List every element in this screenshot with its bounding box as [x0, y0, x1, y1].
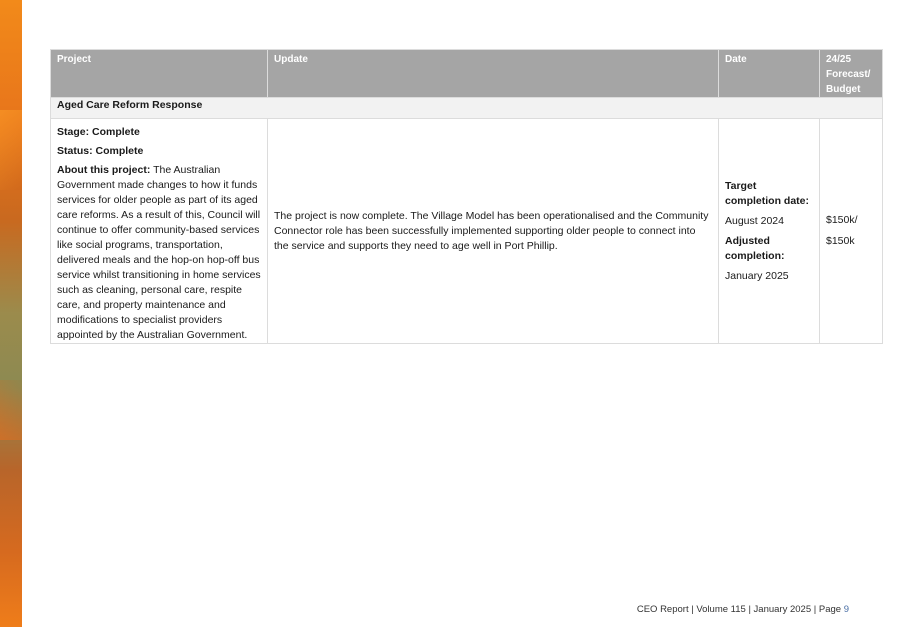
budget-value: $150k: [826, 235, 855, 247]
section-row: [51, 98, 883, 119]
table-row: [51, 119, 883, 344]
decorative-side-band: [0, 0, 22, 627]
page-footer: [637, 604, 849, 615]
section-title: Aged Care Reform Response: [51, 98, 883, 119]
stage-label: Stage: Complete: [57, 126, 140, 138]
project-report-table: [50, 49, 883, 344]
status-label: Status: Complete: [57, 145, 144, 157]
budget-cell: [820, 119, 883, 344]
forecast-value: $150k/: [826, 214, 858, 226]
target-completion-label: Target completion date:: [725, 179, 810, 207]
footer-text: CEO Report | Volume 115 | January 2025 | Page: [636, 604, 844, 615]
header-project: Project: [51, 50, 268, 98]
about-label: About this project:: [57, 164, 151, 176]
decorative-side-facet: [0, 380, 22, 440]
page-number: 9: [843, 604, 849, 615]
update-cell: The project is now complete. The Village Model has been operationalised and the Community Connector role has been successfully implemented supporting older people to connect into the service and supports they need to age well in Port Phillip.: [268, 119, 719, 344]
adjusted-completion-label: Adjusted completion:: [725, 234, 785, 262]
header-forecast-budget: 24/25 Forecast/ Budget: [820, 50, 883, 98]
header-date: Date: [719, 50, 820, 98]
decorative-side-facet: [0, 110, 22, 190]
header-update: Update: [268, 50, 719, 98]
target-completion-value: August 2024: [725, 214, 784, 227]
project-cell: [51, 119, 268, 344]
adjusted-completion-value: January 2025: [725, 269, 789, 282]
table-header-row: [51, 50, 883, 98]
about-text: The Australian Government made changes to how it funds services for older people as part of its aged care reforms. As a result of this, Council will continue to offer community-based services like social programs, transportation, delivered meals and the hop-on hop-off bus service whilst transitioning in home services such as cleaning, personal care, respite care, and property maintenance and modifications to specialist providers appointed by the Australian Government.: [57, 164, 261, 341]
date-cell: [719, 119, 820, 344]
